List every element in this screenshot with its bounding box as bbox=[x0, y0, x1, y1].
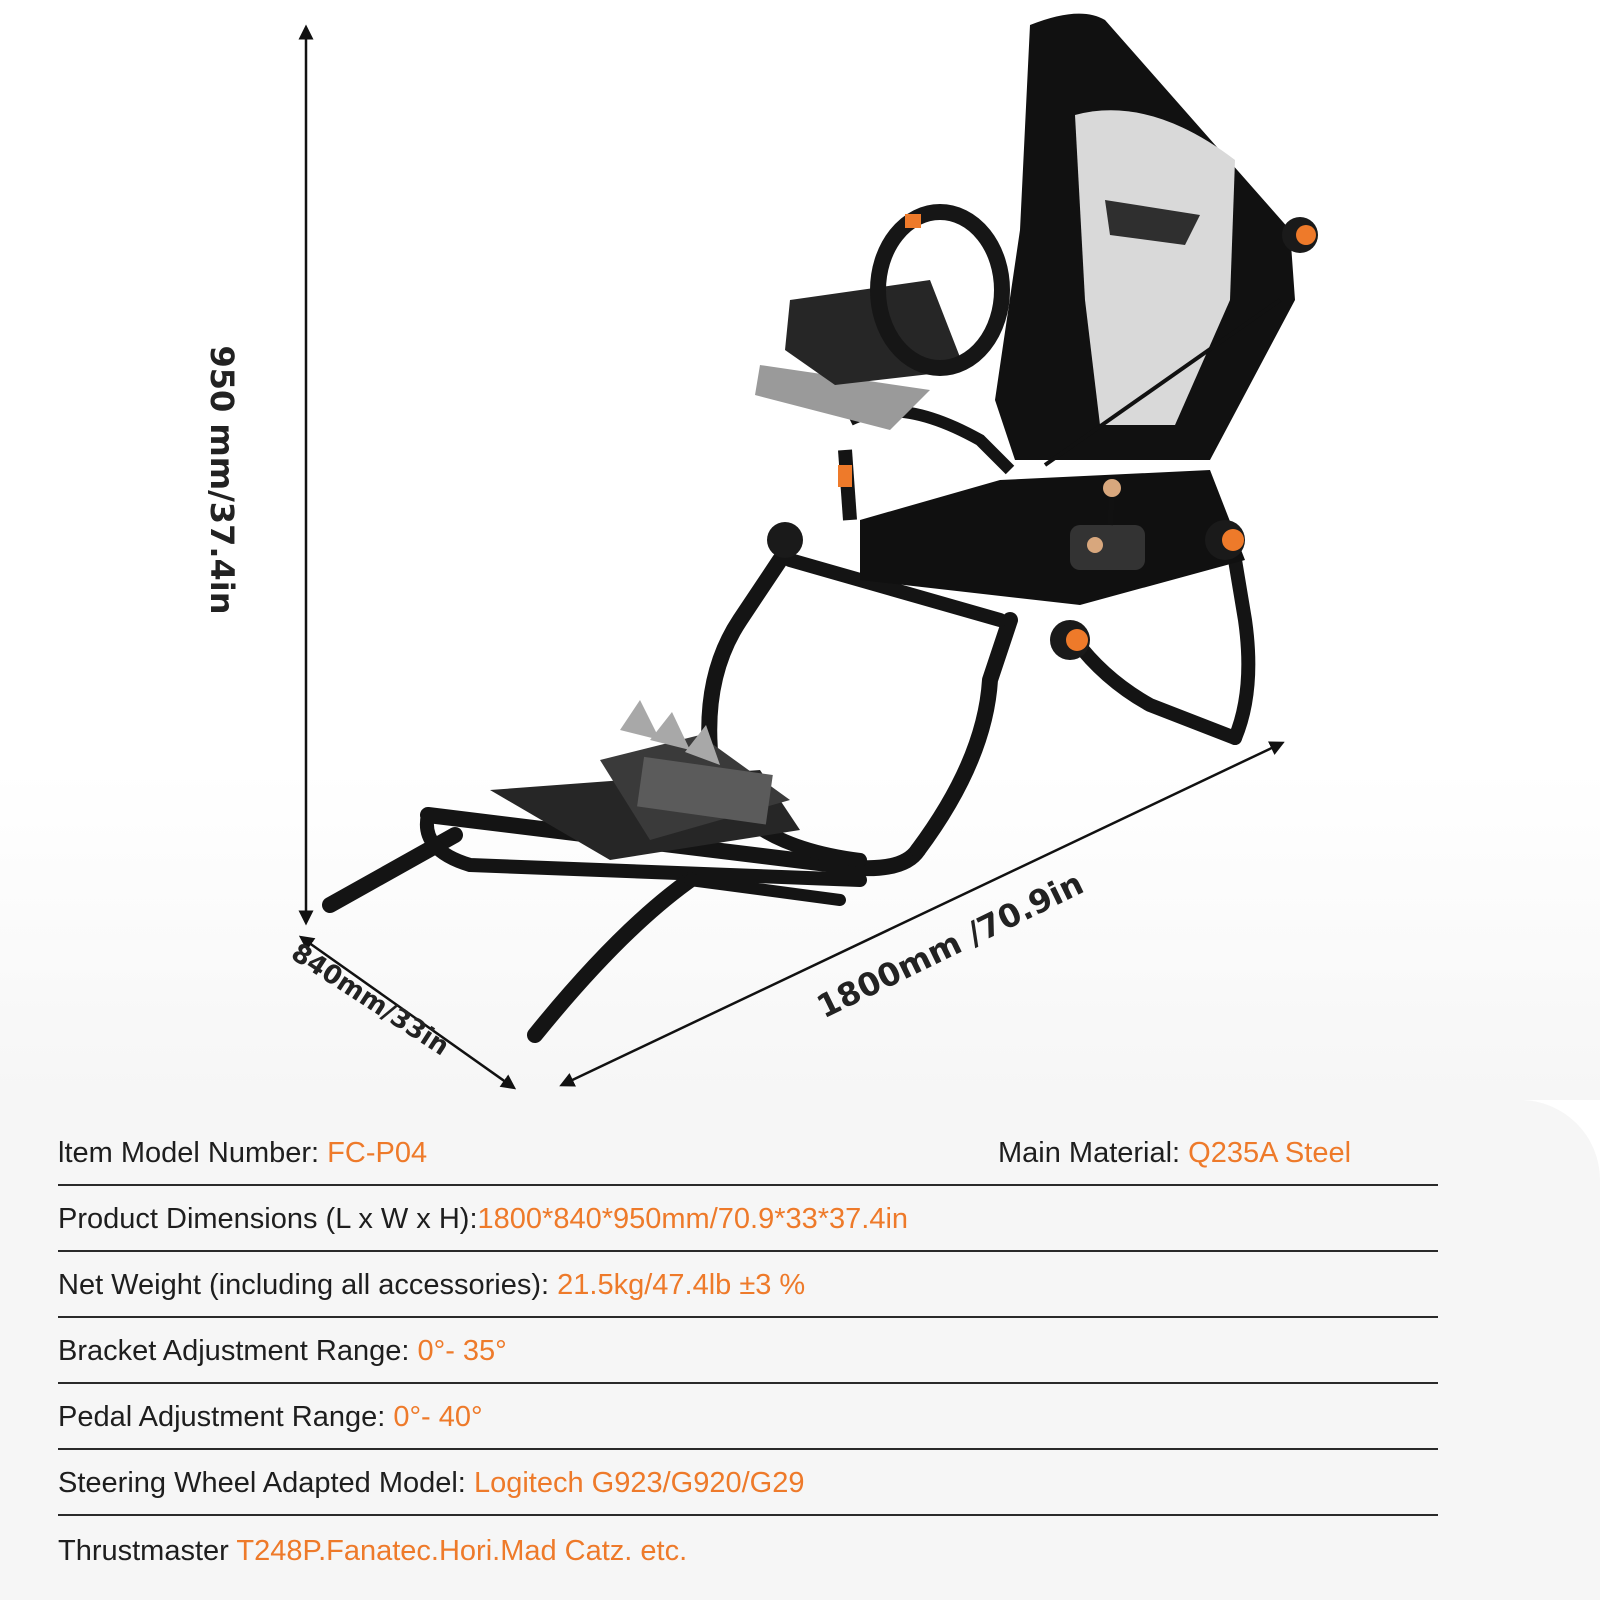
base-frame bbox=[330, 560, 1248, 1035]
wheel-value: Logitech G923/G920/G29 bbox=[473, 1467, 805, 1499]
material-label: Main Material: bbox=[998, 1137, 1189, 1169]
dimensions-value: 1800*840*950mm/70.9*33*37.4in bbox=[477, 1203, 909, 1235]
weight-value: 21.5kg/47.4lb ±3 % bbox=[557, 1269, 806, 1301]
dimensions-label: Product Dimensions (L x W x H): bbox=[58, 1203, 478, 1235]
spec-row-bracket bbox=[58, 1318, 1438, 1384]
spec-row-pedal bbox=[58, 1384, 1438, 1450]
steering-wheel-assembly bbox=[755, 212, 1010, 520]
material-value: Q235A Steel bbox=[1188, 1137, 1352, 1169]
spec-row-weight bbox=[58, 1252, 1438, 1318]
spec-row-model bbox=[58, 1120, 1438, 1186]
model-spec bbox=[58, 1137, 427, 1170]
pedal-value: 0°- 40° bbox=[393, 1401, 483, 1433]
length-dimension-label: 1800mm /70.9in bbox=[810, 864, 1090, 1026]
specifications-panel bbox=[0, 1100, 1600, 1600]
thrustmaster-value: T248P.Fanatec.Hori.Mad Catz. etc. bbox=[236, 1535, 688, 1567]
wheel-label: Steering Wheel Adapted Model: bbox=[58, 1467, 474, 1499]
model-label: ltem Model Number: bbox=[58, 1137, 328, 1169]
bracket-value: 0°- 35° bbox=[417, 1335, 507, 1367]
spec-row-thrustmaster bbox=[58, 1516, 1438, 1582]
bracket-label: Bracket Adjustment Range: bbox=[58, 1335, 418, 1367]
height-dimension-label: 950 mm/37.4in bbox=[203, 345, 241, 615]
width-dimension-label: 840mm/33in bbox=[285, 937, 455, 1063]
spec-row-wheel bbox=[58, 1450, 1438, 1516]
thrustmaster-label: Thrustmaster bbox=[58, 1535, 237, 1567]
weight-label: Net Weight (including all accessories): bbox=[58, 1269, 558, 1301]
model-value: FC-P04 bbox=[327, 1137, 428, 1169]
spec-row-dimensions bbox=[58, 1186, 1438, 1252]
pedal-label: Pedal Adjustment Range: bbox=[58, 1401, 394, 1433]
material-spec bbox=[998, 1137, 1351, 1170]
